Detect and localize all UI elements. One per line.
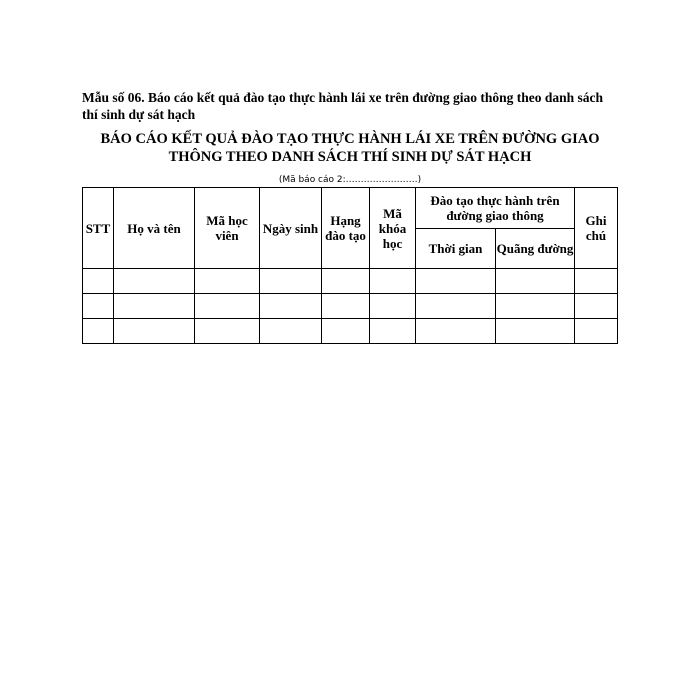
report-code: (Mã báo cáo 2:……………………) [278, 175, 422, 185]
table-cell [114, 269, 195, 294]
header-birth-date: Ngày sinh [260, 188, 322, 269]
table-cell [416, 294, 496, 319]
header-student-code: Mã học viên [195, 188, 260, 269]
header-time: Thời gian [416, 229, 496, 269]
table-cell [370, 294, 416, 319]
report-title: BÁO CÁO KẾT QUẢ ĐÀO TẠO THỰC HÀNH LÁI XE TRÊN ĐƯỜNG GIAO THÔNG THEO DANH SÁCH THÍ SINH DỰ SÁT HẠCH [100, 131, 600, 165]
table-cell [496, 319, 575, 344]
table-cell [496, 294, 575, 319]
table-cell [370, 269, 416, 294]
table-cell [114, 319, 195, 344]
table-cell [195, 294, 260, 319]
header-road-training: Đào tạo thực hành trên đường giao thông [416, 188, 575, 229]
table-cell [322, 319, 370, 344]
table-cell [83, 269, 114, 294]
header-distance: Quãng đường [496, 229, 575, 269]
table-cell [260, 294, 322, 319]
table-cell [575, 269, 618, 294]
table-row [83, 319, 618, 344]
table-cell [416, 319, 496, 344]
table-cell [114, 294, 195, 319]
table-cell [83, 294, 114, 319]
table-cell [260, 269, 322, 294]
table-row [83, 294, 618, 319]
table-row [83, 269, 618, 294]
header-training-class: Hạng đào tạo [322, 188, 370, 269]
table-cell [195, 269, 260, 294]
table-cell [370, 319, 416, 344]
table-cell [322, 294, 370, 319]
header-stt: STT [83, 188, 114, 269]
header-course-code: Mã khóa học [370, 188, 416, 269]
form-label: Mẫu số 06. Báo cáo kết quả đào tạo thực hành lái xe trên đường giao thông theo danh sách thí sinh dự sát hạch [82, 90, 603, 122]
table-cell [575, 294, 618, 319]
table-cell [496, 269, 575, 294]
header-full-name: Họ và tên [114, 188, 195, 269]
table-cell [416, 269, 496, 294]
header-notes: Ghi chú [575, 188, 618, 269]
table-body [83, 269, 618, 344]
table-cell [322, 269, 370, 294]
table-cell [260, 319, 322, 344]
table-cell [195, 319, 260, 344]
report-table [82, 187, 618, 344]
table-cell [83, 319, 114, 344]
table-cell [575, 319, 618, 344]
